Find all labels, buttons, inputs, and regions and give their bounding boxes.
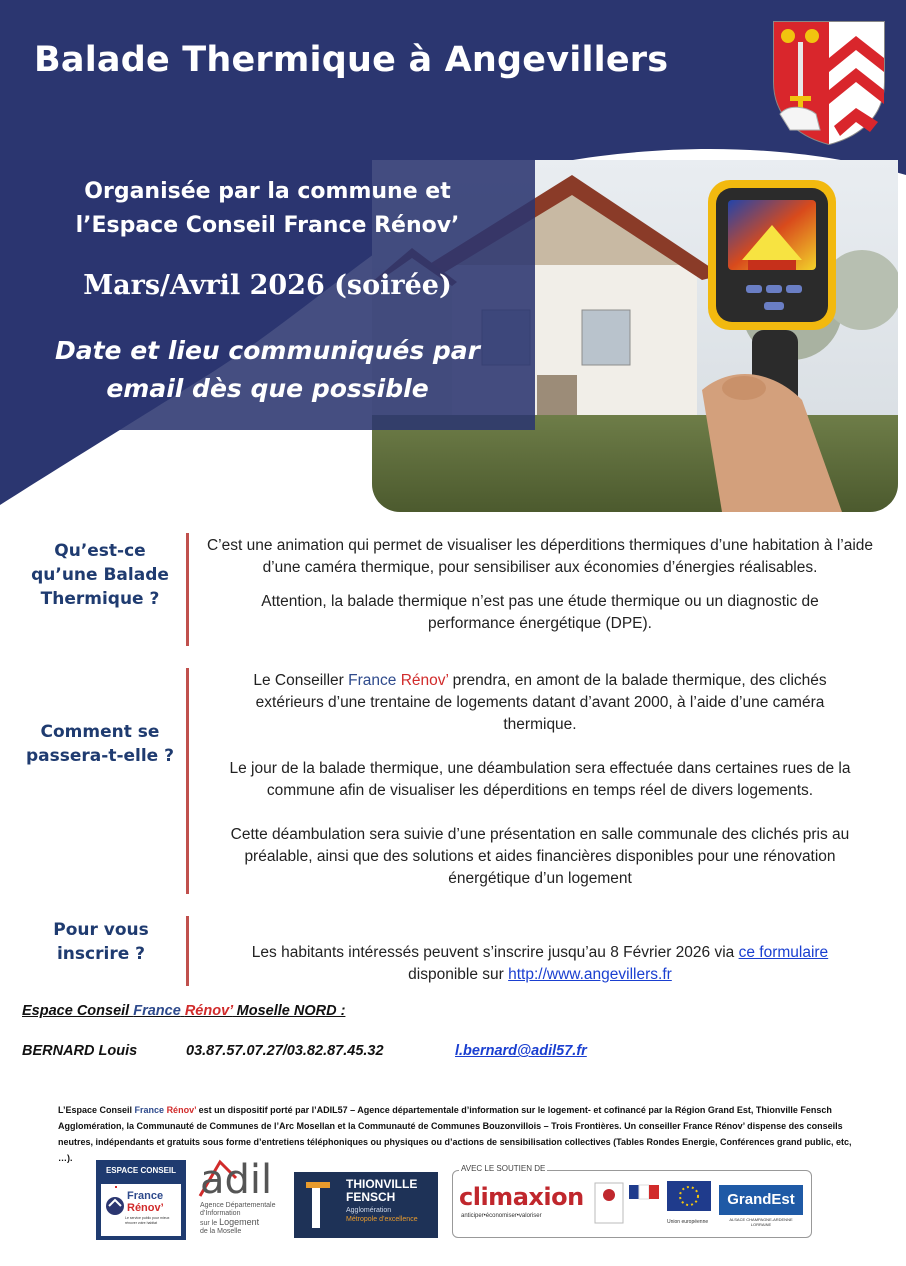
logo-word: Rénov’	[127, 1202, 164, 1214]
label-line: Pour vous	[53, 920, 149, 940]
logo-line: THIONVILLE	[346, 1177, 418, 1191]
page-title: Balade Thermique à Angevillers	[34, 40, 669, 80]
footnote	[58, 1102, 858, 1166]
section-register	[0, 916, 906, 988]
section-text-register	[195, 942, 885, 986]
event-dates: Mars/Avril 2026 (soirée)	[83, 270, 452, 301]
section-label-what	[20, 539, 180, 611]
renov-word: Rénov’	[166, 1105, 197, 1115]
section-label-register	[26, 918, 176, 966]
text-span: prendra, en amont de la balade thermique, des clichés extérieurs d’une trentaine de logements datant d’avant 2000, à l’aide d’une caméra thermique.	[255, 672, 827, 733]
contact-heading	[22, 1003, 345, 1019]
text-span: est un dispositif porté par l’ADIL57 – Agence départementale d’information sur le logement- et cofinancé par la Région Grand Est, Thionville Fensch Agglomération, la Communauté de Communes de l’Arc Mosellan et la Communauté de Communes Bouzonvillois – Trois Frontières. Un conseiller France Rénov’ dispense des conseils neutres, indépendants et gratuits sous forme d’entretiens téléphoniques ou physiques ou d’actions de sensibilisation collectives (Tables Rondes Energie, Conférences grand public, etc, …).	[58, 1105, 852, 1163]
logo-word: France	[127, 1190, 164, 1202]
paragraph	[195, 942, 885, 964]
climaxion-tagline: anticiper•économiser•valoriser	[461, 1213, 542, 1219]
paragraph: Attention, la balade thermique n’est pas une étude thermique ou un diagnostic de performance énergétique (DPE).	[261, 593, 819, 632]
renov-word: Rénov’	[184, 1003, 233, 1019]
hero-banner	[0, 0, 906, 520]
text-span: Le Conseiller	[253, 672, 349, 689]
section-what-is-it	[0, 533, 906, 648]
logo-line: Agglomération	[346, 1207, 392, 1214]
date-location-notice	[0, 332, 535, 408]
section-label-how	[20, 720, 180, 768]
adil-logo	[196, 1156, 280, 1242]
angevillers-crest-icon	[770, 18, 888, 146]
logo-line: Métropole d’excellence	[346, 1216, 418, 1223]
logo-caption: ESPACE CONSEIL	[105, 1166, 177, 1175]
text-span: Les habitants intéressés peuvent s’inscrire jusqu’au 8 Février 2026 via	[251, 944, 739, 961]
section-divider	[186, 916, 189, 986]
organiser-line-2: l’Espace Conseil France Rénov’	[75, 213, 460, 238]
climaxion-logo: climaxion	[459, 1183, 584, 1211]
support-logos-box	[452, 1164, 812, 1238]
republique-francaise-icon	[593, 1181, 663, 1225]
label-line: inscrire ?	[56, 944, 146, 964]
support-caption: AVEC LE SOUTIEN DE	[461, 1164, 546, 1173]
label-line: Comment se	[40, 722, 160, 742]
adil-tagline	[200, 1202, 280, 1236]
text-span: Moselle NORD :	[232, 1003, 346, 1019]
paragraph: Le jour de la balade thermique, une déambulation sera effectuée dans certaines rues de la commune afin de visualiser les déperditions en temps réel de divers logements.	[229, 760, 851, 799]
logo-card	[101, 1184, 181, 1236]
organiser-text	[0, 175, 535, 243]
angevillers-website-link[interactable]: http://www.angevillers.fr	[508, 966, 672, 983]
label-line: qu’une Balade	[31, 565, 169, 585]
renov-word: Rénov’	[400, 672, 449, 689]
label-line: Qu’est-ce	[54, 541, 146, 561]
text-span: Espace Conseil	[22, 1003, 134, 1019]
france-renov-logo	[96, 1160, 186, 1240]
logo-line: de la Moselle	[200, 1228, 242, 1235]
label-line: passera-t-elle ?	[26, 746, 174, 766]
grand-est-caption: ALSACE CHAMPAGNE-ARDENNE LORRAINE	[729, 1217, 793, 1227]
registration-form-link[interactable]: ce formulaire	[738, 944, 829, 961]
section-text-what	[195, 535, 885, 635]
section-how	[0, 668, 906, 896]
contact-email-link[interactable]: l.bernard@adil57.fr	[455, 1043, 587, 1059]
eu-flag-icon	[667, 1181, 711, 1217]
section-divider	[186, 533, 189, 646]
paragraph	[195, 670, 885, 736]
france-word: France	[133, 1003, 181, 1019]
paragraph	[195, 964, 885, 986]
text-span: L’Espace Conseil	[58, 1105, 135, 1115]
section-text-how	[195, 670, 885, 890]
paragraph: Cette déambulation sera suivie d’une présentation en salle communale des clichés pris au préalable, ainsi que des solutions et aides financières disponibles pour une rénovation énergétique d’un logement	[230, 826, 850, 887]
logo-line: d’Information	[200, 1210, 241, 1217]
notice-line-1: Date et lieu communiqués par	[54, 336, 481, 365]
logo-line: FENSCH	[346, 1190, 396, 1204]
organiser-line-1: Organisée par la commune et	[84, 179, 451, 204]
logo-tagline: Le service public pour mieux rénover votre habitat	[125, 1216, 170, 1225]
logo-line: sur le Logement	[200, 1217, 260, 1227]
section-divider	[186, 668, 189, 894]
france-word: France	[134, 1105, 165, 1115]
text-span: disponible sur	[408, 966, 509, 983]
contact-name: BERNARD Louis	[22, 1043, 138, 1059]
logo-word: adil	[200, 1157, 273, 1203]
label-line: Thermique ?	[40, 589, 160, 609]
logo-line: Agence Départementale	[200, 1202, 276, 1209]
grand-est-logo: GrandEst	[719, 1185, 803, 1215]
paragraph: C’est une animation qui permet de visualiser les déperditions thermiques d’une habitation à l’aide d’une caméra thermique, pour sensibiliser aux économies d’énergies réalisables.	[206, 537, 874, 576]
eu-caption: Union européenne	[667, 1219, 709, 1225]
contact-phones: 03.87.57.07.27/03.82.87.45.32	[186, 1043, 384, 1059]
notice-line-2: email dès que possible	[106, 374, 429, 403]
thionville-fensch-logo	[294, 1172, 438, 1238]
france-word: France	[348, 672, 397, 689]
